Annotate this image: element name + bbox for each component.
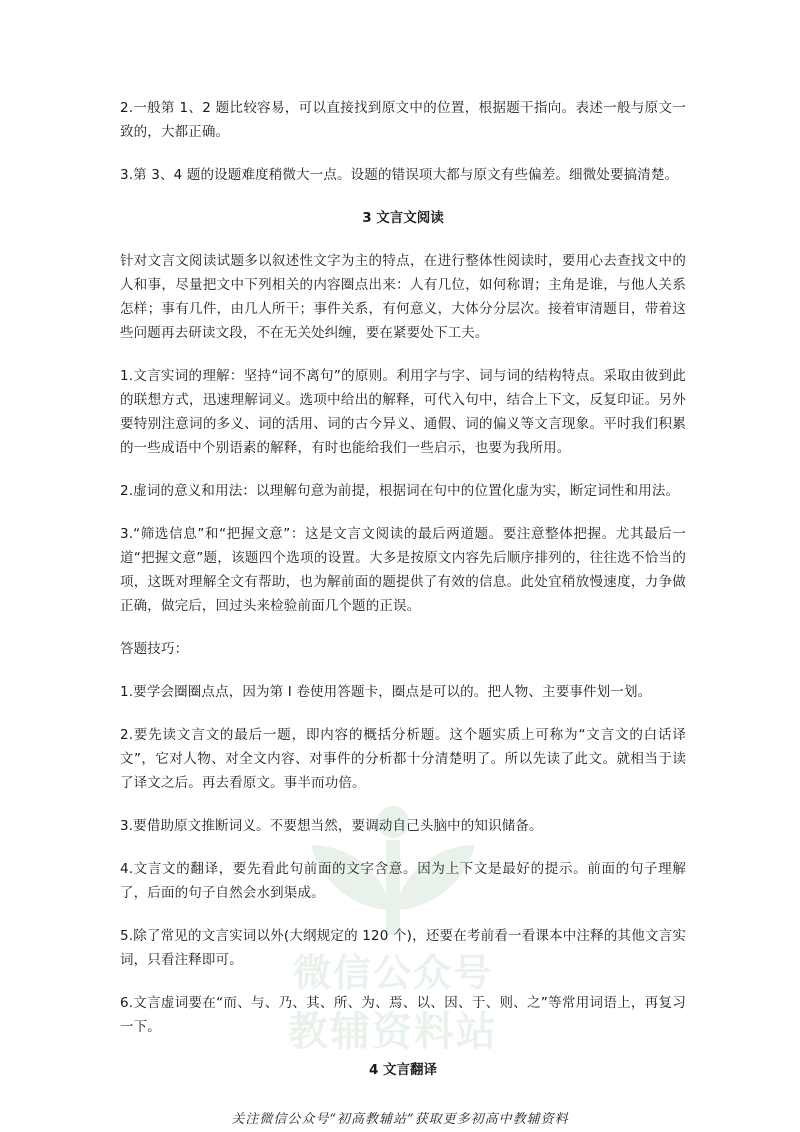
section-3-heading: 3 文言文阅读 — [362, 210, 444, 226]
section-3-point-2: 2.虚词的意义和用法：以理解句意为前提，根据词在句中的位置化虚为实，断定词性和用法。 — [120, 483, 680, 499]
paragraph-q1-q2: 2.一般第 1、2 题比较容易，可以直接找到原文中的位置，根据题干指向。表述一般与原文一致的，大都正确。 — [120, 100, 686, 140]
tips-label: 答题技巧： — [120, 641, 189, 657]
tip-6: 6.文言虚词要在“而、与、乃、其、所、为、焉、以、因、于、则、之”等常用词语上，再复习一下。 — [120, 995, 686, 1035]
paragraph-q3-q4: 3.第 3、4 题的设题难度稍微大一点。设题的错误项大都与原文有些偏差。细微处要搞清楚。 — [120, 167, 679, 183]
tip-3: 3.要借助原文推断词义。不要想当然，要调动自己头脑中的知识储备。 — [120, 818, 543, 834]
tip-5: 5.除了常见的文言实词以外(大纲规定的 120 个)，还要在考前看一看课本中注释的其他文言实词，只看注释即可。 — [120, 928, 686, 968]
tip-1: 1.要学会圈圈点点，因为第 I 卷使用答题卡，圈点是可以的。把人物、主要事件划一划。 — [120, 684, 652, 700]
section-3-point-1: 1.文言实词的理解：坚持“词不离句”的原则。利用字与字、词与词的结构特点。采取由彼到此的联想方式，迅速理解词义。选项中给出的解释，可代入句中，结合上下文，反复印证。另外要特别注意词的多义、词的活用、词的古今异义、通假、词的偏义等文言现象。平时我们积累的一些成语中个别语素的解释，有时也能给我们一些启示，也要为我所用。 — [120, 368, 686, 456]
tip-2: 2.要先读文言文的最后一题，即内容的概括分析题。这个题实质上可称为“文言文的白话译文”，它对人物、对全文内容、对事件的分析都十分清楚明了。所以先读了此文。就相当于读了译文之后。再去看原文。事半而功倍。 — [120, 727, 686, 791]
watermark-line-1: 微信公众号 — [292, 951, 493, 995]
tip-4: 4.文言文的翻译，要先看此句前面的文字含意。因为上下文是最好的提示。前面的句子理解了，后面的句子自然会水到渠成。 — [120, 861, 686, 901]
document-body — [120, 96, 686, 1101]
page-footer: 关注微信公众号“初高教辅站”获取更多初高中教辅资料 — [231, 1112, 569, 1127]
watermark-line-2: 教辅资料站 — [288, 1009, 498, 1055]
section-3-intro: 针对文言文阅读试题多以叙述性文字为主的特点，在进行整体性阅读时，要用心去查找文中的人和事，尽量把文中下列相关的内容圈点出来：人有几位，如何称谓；主角是谁，与他人关系怎样；事有几件，由几人所干；事件关系，有何意义，大体分分层次。接着审清题目，带着这些问题再去研读文段，不在无关处纠缠，要在紧要处下工夫。 — [120, 253, 686, 341]
section-4-heading: 4 文言翻译 — [368, 1062, 438, 1078]
section-3-point-3: 3.“筛选信息”和“把握文意”：这是文言文阅读的最后两道题。要注意整体把握。尤其最后一道“把握文意”题，该题四个选项的设置。大多是按原文内容先后顺序排列的，往往选不恰当的项，这既对理解全文有帮助，也为解前面的题提供了有效的信息。此处宜稍放慢速度，力争做正确，做完后，回过头来检验前面几个题的正误。 — [120, 526, 686, 614]
